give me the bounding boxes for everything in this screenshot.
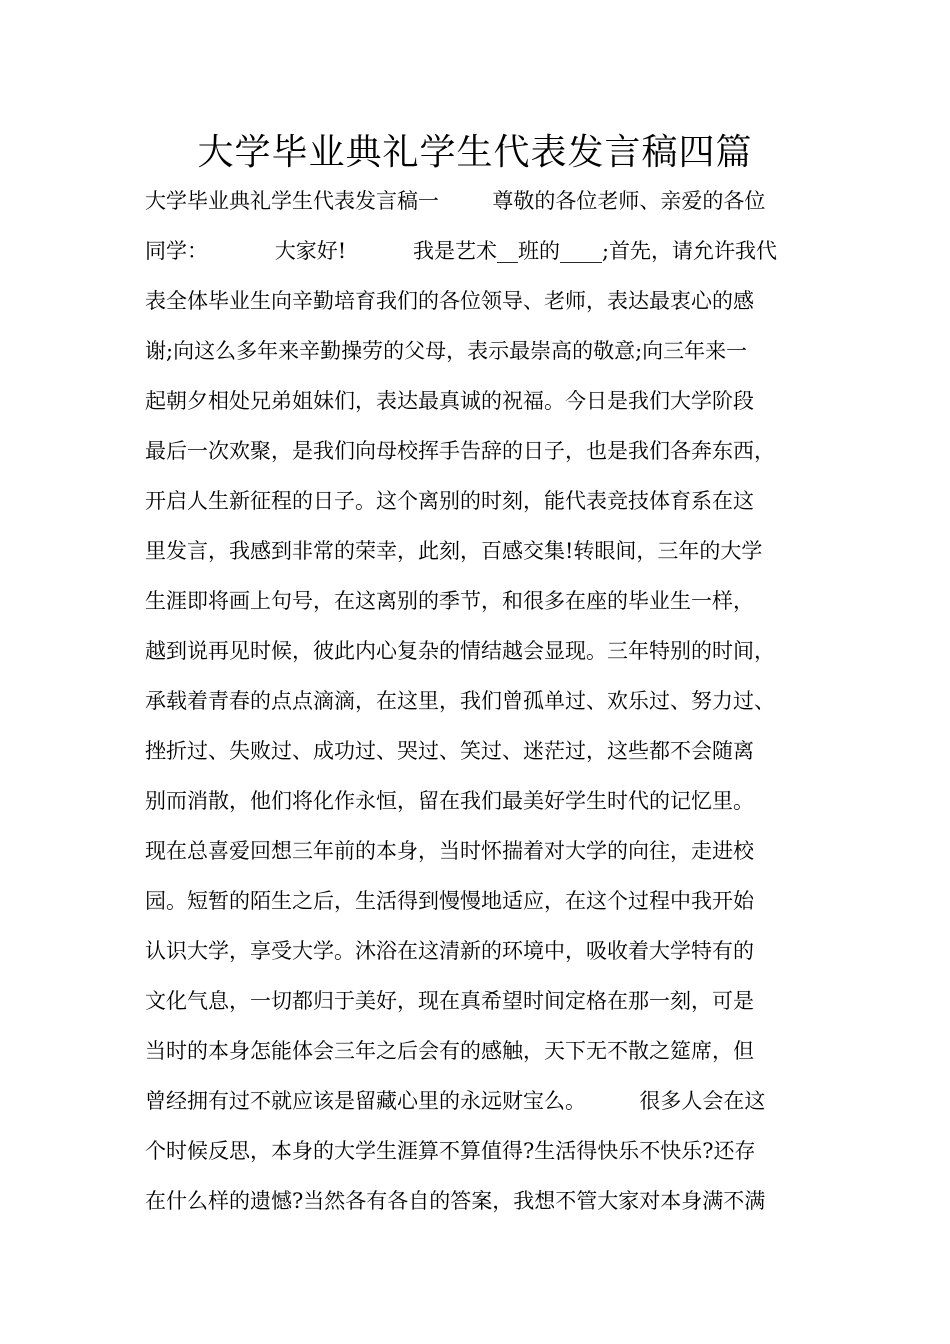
body-line: 别而消散，他们将化作永恒，留在我们最美好学生时代的记忆里。	[145, 789, 754, 813]
document-title: 大学毕业典礼学生代表发言稿四篇	[197, 132, 753, 173]
body-line: 大学毕业典礼学生代表发言稿一 尊敬的各位老师、亲爱的各位	[145, 189, 766, 213]
body-line: 承载着青春的点点滴滴，在这里，我们曾孤单过、欢乐过、努力过、	[145, 689, 775, 713]
body-line: 越到说再见时候，彼此内心复杂的情结越会显现。三年特别的时间，	[145, 639, 775, 663]
body-line: 文化气息，一切都归于美好，现在真希望时间定格在那一刻，可是	[145, 989, 754, 1013]
body-line: 当时的本身怎能体会三年之后会有的感触，天下无不散之筵席，但	[145, 1039, 754, 1063]
body-line: 表全体毕业生向辛勤培育我们的各位领导、老师，表达最衷心的感	[145, 289, 754, 313]
body-line: 园。短暂的陌生之后，生活得到慢慢地适应，在这个过程中我开始	[145, 889, 754, 913]
body-line: 谢;向这么多年来辛勤操劳的父母，表示最崇高的敬意;向三年来一	[145, 339, 748, 363]
body-line: 曾经拥有过不就应该是留藏心里的永远财宝么。 很多人会在这	[145, 1089, 766, 1113]
body-line: 在什么样的遗憾?当然各有各自的答案，我想不管大家对本身满不满	[145, 1189, 766, 1213]
body-line: 同学： 大家好! 我是艺术__班的____;首先，请允许我代	[145, 239, 778, 263]
body-line: 里发言，我感到非常的荣幸，此刻，百感交集!转眼间，三年的大学	[145, 539, 763, 563]
body-line: 最后一次欢聚，是我们向母校挥手告辞的日子，也是我们各奔东西，	[145, 439, 775, 463]
body-line: 生涯即将画上句号，在这离别的季节，和很多在座的毕业生一样，	[145, 589, 754, 613]
body-line: 认识大学，享受大学。沐浴在这清新的环境中，吸收着大学特有的	[145, 939, 754, 963]
document-body	[145, 180, 825, 1230]
body-line: 挫折过、失败过、成功过、哭过、笑过、迷茫过，这些都不会随离	[145, 739, 754, 763]
body-line: 起朝夕相处兄弟姐妹们，表达最真诚的祝福。今日是我们大学阶段	[145, 389, 754, 413]
body-line: 开启人生新征程的日子。这个离别的时刻，能代表竞技体育系在这	[145, 489, 754, 513]
body-line: 个时候反思，本身的大学生涯算不算值得?生活得快乐不快乐?还存	[145, 1139, 756, 1163]
body-line: 现在总喜爱回想三年前的本身，当时怀揣着对大学的向往，走进校	[145, 839, 754, 863]
